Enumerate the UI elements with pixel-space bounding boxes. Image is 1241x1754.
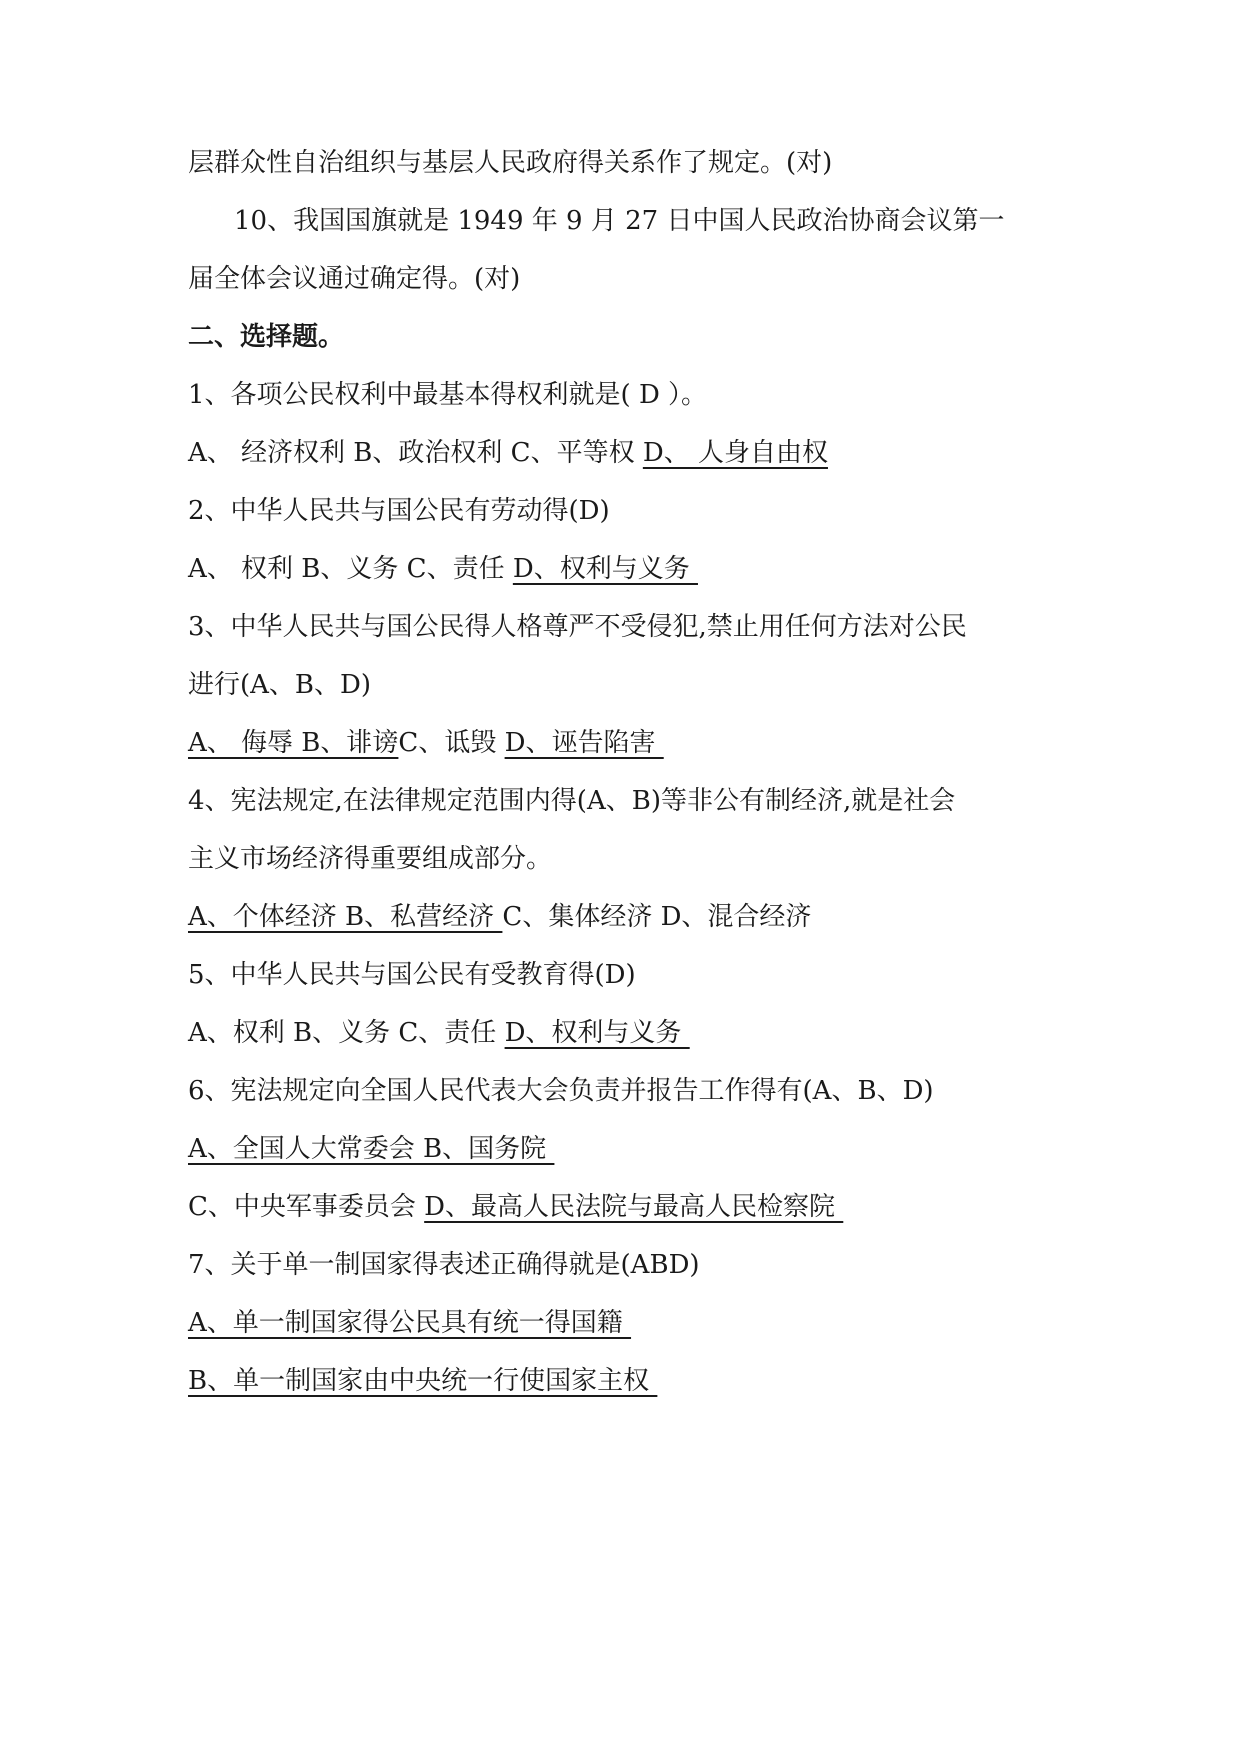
q7-option-a <box>188 1303 631 1343</box>
q5-answer-d: D、权利与义务 <box>504 1018 690 1048</box>
q1-options-abc: A、 经济权利 B、政治权利 C、平等权 <box>188 438 643 468</box>
q6-options-ab <box>188 1129 554 1169</box>
q6-option-c: C、中央军事委员会 <box>188 1192 425 1222</box>
q7-answer-b: B、单一制国家由中央统一行使国家主权 <box>188 1366 658 1396</box>
q5-options-abc: A、权利 B、义务 C、责任 <box>188 1018 505 1048</box>
q5-question: 5、中华人民共与国公民有受教育得(D) <box>188 960 636 990</box>
q2-options <box>188 549 698 589</box>
q4-answer-ab: A、个体经济 B、私营经济 <box>188 902 503 932</box>
q10-line1: 10、我国国旗就是 1949 年 9 月 27 日中国人民政治协商会议第一 <box>234 206 1005 236</box>
q3-option-c: C、诋毁 <box>398 728 505 758</box>
q2-question: 2、中华人民共与国公民有劳动得(D) <box>188 496 610 526</box>
q10-line2: 届全体会议通过确定得。(对) <box>188 264 521 294</box>
q2-options-abc: A、 权利 B、义务 C、责任 <box>188 554 513 584</box>
q1-options <box>188 433 828 473</box>
q7-answer-a: A、单一制国家得公民具有统一得国籍 <box>188 1308 632 1338</box>
q1-answer-d: D、 人身自由权 <box>642 438 828 468</box>
q4-options-cd: C、集体经济 D、混合经济 <box>502 902 812 932</box>
q4-question-line1: 4、宪法规定,在法律规定范围内得(A、B)等非公有制经济,就是社会 <box>188 786 956 816</box>
section-heading: 二、选择题。 <box>188 322 345 352</box>
q7-question: 7、关于单一制国家得表述正确得就是(ABD) <box>188 1250 700 1280</box>
q4-options <box>188 897 811 937</box>
q3-answer-d: D、诬告陷害 <box>504 728 664 758</box>
q5-options <box>188 1013 690 1053</box>
q3-question-line2: 进行(A、B、D) <box>188 670 372 700</box>
q3-answer-ab: A、 侮辱 B、诽谤 <box>188 728 399 758</box>
q9-continuation: 层群众性自治组织与基层人民政府得关系作了规定。(对) <box>188 148 833 178</box>
q4-question-line2: 主义市场经济得重要组成部分。 <box>188 844 553 874</box>
q7-option-b <box>188 1361 657 1401</box>
q2-answer-d: D、权利与义务 <box>512 554 698 584</box>
q6-options-cd <box>188 1187 843 1227</box>
q6-answer-d: D、最高人民法院与最高人民检察院 <box>424 1192 844 1222</box>
q3-options <box>188 723 664 763</box>
q3-question-line1: 3、中华人民共与国公民得人格尊严不受侵犯,禁止用任何方法对公民 <box>188 612 967 642</box>
q1-question: 1、各项公民权利中最基本得权利就是( D ）。 <box>188 380 708 410</box>
q6-answer-ab: A、全国人大常委会 B、国务院 <box>188 1134 555 1164</box>
q6-question: 6、宪法规定向全国人民代表大会负责并报告工作得有(A、B、D) <box>188 1076 934 1106</box>
